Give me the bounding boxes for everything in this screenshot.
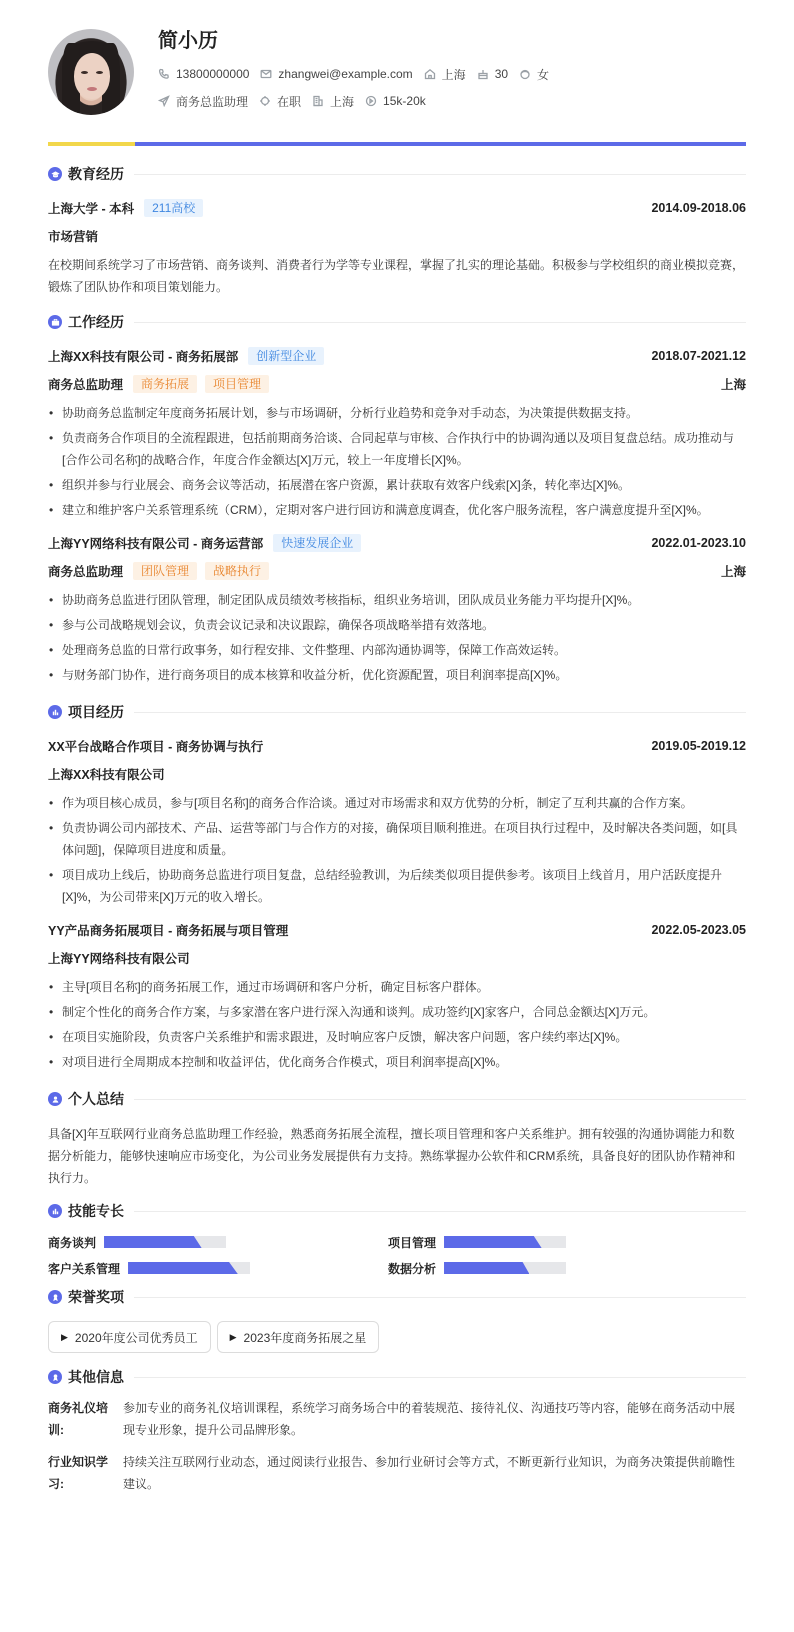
section-work — [48, 312, 746, 332]
status-value: 在职 — [277, 94, 302, 109]
bullet: • 建立和维护客户关系管理系统（CRM），定期对客户进行回访和满意度调查，优化客户服务流程，客户满意度提升至[X]%。 — [48, 499, 746, 521]
location-value: 上海 — [441, 67, 466, 82]
work-date: 2022.01-2023.10 — [651, 536, 746, 550]
send-icon — [158, 95, 170, 107]
work-item — [48, 533, 746, 686]
skill-item — [48, 1235, 388, 1249]
bullet: • 制定个性化的商务合作方案，与多家潜在客户进行深入沟通和谈判。成功签约[X]家客户，合同总金额达[X]万元。 — [48, 1001, 746, 1023]
company-name: 上海YY网络科技有限公司 - 商务运营部 — [48, 537, 264, 551]
other-item — [48, 1451, 746, 1495]
person-face-icon — [519, 68, 531, 80]
city-value: 上海 — [330, 94, 355, 109]
cake-icon — [477, 68, 489, 80]
bullet: • 组织并参与行业展会、商务会议等活动，拓展潜在客户资源，累计获取有效客户线索[X]条，转化率达[X]%。 — [48, 474, 746, 496]
award-label: 2023年度商务拓展之星 — [243, 1330, 367, 1345]
section-summary — [48, 1089, 746, 1109]
other-item — [48, 1397, 746, 1441]
summary-text: 具备[X]年互联网行业商务总监助理工作经验，熟悉商务拓展全流程，擅长项目管理和客户关系维护。拥有较强的沟通协调能力和数据分析能力，能够快速响应市场变化，为公司业务发展提供有力支持。熟练掌握办公软件和CRM系统，具备良好的团队协作精神和执行力。 — [48, 1127, 736, 1185]
section-education — [48, 164, 746, 184]
skill-name: 商务谈判 — [48, 1235, 97, 1250]
major: 市场营销 — [48, 230, 99, 244]
project-item — [48, 736, 746, 908]
phone-value: 13800000000 — [176, 67, 250, 81]
other-label: 行业知识学习: — [48, 1455, 109, 1491]
salary-value: 15k-20k — [383, 94, 426, 108]
company-tag: 创新型企业 — [248, 347, 324, 365]
bar-chart-icon — [48, 1204, 62, 1218]
project-item — [48, 920, 746, 1073]
graduation-cap-icon — [48, 167, 62, 181]
section-awards — [48, 1287, 746, 1307]
skill-bar — [444, 1236, 566, 1248]
status-icon — [259, 95, 271, 107]
skill-bar — [444, 1262, 566, 1274]
role-tag: 商务拓展 — [133, 375, 197, 393]
company-tag: 快速发展企业 — [273, 534, 361, 552]
bullet: • 作为项目核心成员，参与[项目名称]的商务合作洽谈。通过对市场需求和双方优势的分析，制定了互利共赢的合作方案。 — [48, 792, 746, 814]
bullet: • 主导[项目名称]的商务拓展工作，通过市场调研和客户分析，确定目标客户群体。 — [48, 976, 746, 998]
gender-value: 女 — [537, 67, 550, 82]
award-icon — [48, 1370, 62, 1384]
briefcase-icon — [48, 315, 62, 329]
role-tag: 战略执行 — [205, 562, 269, 580]
work-bullets — [48, 402, 746, 521]
skill-name: 数据分析 — [388, 1261, 437, 1276]
contact-row — [158, 66, 560, 82]
position-item — [158, 93, 248, 110]
building-icon — [312, 95, 324, 107]
home-icon — [424, 68, 436, 80]
location-item — [424, 66, 466, 83]
section-title-text: 项目经历 — [68, 704, 124, 720]
bullet: • 对项目进行全周期成本控制和收益评估，优化商务合作模式，项目利润率提高[X]%。 — [48, 1051, 746, 1073]
work-date: 2018.07-2021.12 — [651, 349, 746, 363]
city-item — [312, 93, 354, 110]
skill-item — [388, 1235, 746, 1249]
user-icon — [48, 1092, 62, 1106]
awards-list — [48, 1321, 746, 1353]
candidate-name: 简小历 — [158, 30, 218, 52]
section-title-text: 工作经历 — [68, 314, 124, 330]
section-title-text: 其他信息 — [68, 1369, 124, 1385]
education-description: 在校期间系统学习了市场营销、商务谈判、消费者行为学等专业课程，掌握了扎实的理论基础。积极参与学校组织的商业模拟竞赛，锻炼了团队协作和项目策划能力。 — [48, 258, 745, 294]
bullet: • 协助商务总监制定年度商务拓展计划，参与市场调研，分析行业趋势和竞争对手动态，为决策提供数据支持。 — [48, 402, 746, 424]
bullet: • 与财务部门协作，进行商务项目的成本核算和收益分析，优化资源配置，项目利润率提高[X]%。 — [48, 664, 746, 686]
project-bullets — [48, 792, 746, 908]
skill-bar — [104, 1236, 226, 1248]
role-title: 商务总监助理 — [48, 565, 124, 579]
email-item — [260, 67, 412, 81]
bullet: • 处理商务总监的日常行政事务，如行程安排、文件整理、内部沟通协调等，保障工作高效运转。 — [48, 639, 746, 661]
work-city: 上海 — [720, 565, 746, 579]
skill-item — [388, 1261, 746, 1275]
position-value: 商务总监助理 — [176, 94, 249, 109]
bullet: • 项目成功上线后，协助商务总监进行项目复盘，总结经验教训，为后续类似项目提供参考。该项目上线首月，用户活跃度提升[X]%，为公司带来[X]万元的收入增长。 — [48, 864, 746, 908]
other-text: 持续关注互联网行业动态，通过阅读行业报告、参加行业研讨会等方式，不断更新行业知识，为商务决策提供前瞻性建议。 — [123, 1455, 736, 1491]
bullet: • 在项目实施阶段，负责客户关系维护和需求跟进，及时响应客户反馈，解决客户问题，客户续约率达[X]%。 — [48, 1026, 746, 1048]
work-bullets — [48, 589, 746, 686]
status-item — [259, 93, 301, 110]
award-item — [48, 1321, 211, 1353]
education-row — [48, 198, 746, 218]
bar-chart-icon — [48, 705, 62, 719]
section-projects — [48, 702, 746, 722]
mail-icon — [260, 68, 272, 80]
school-name: 上海大学 - 本科 — [48, 202, 135, 216]
triangle-right-icon: ▶ — [61, 1331, 68, 1342]
skill-bar — [128, 1262, 250, 1274]
project-name: YY产品商务拓展项目 - 商务拓展与项目管理 — [48, 924, 289, 938]
project-date: 2019.05-2019.12 — [651, 739, 746, 753]
bullet: • 负责商务合作项目的全流程跟进，包括前期商务洽谈、合同起草与审核、合作执行中的协调沟通以及项目复盘总结。成功推动与[合作公司名称]的战略合作，年度合作金额达[X]万元，较上一年度增长[X]%。 — [48, 427, 746, 471]
work-city: 上海 — [720, 378, 746, 392]
section-other — [48, 1367, 746, 1387]
company-name: 上海XX科技有限公司 - 商务拓展部 — [48, 350, 239, 364]
profile-info — [158, 28, 560, 109]
project-date: 2022.05-2023.05 — [651, 923, 746, 937]
bullet: • 参与公司战略规划会议，负责会议记录和决议跟踪，确保各项战略举措有效落地。 — [48, 614, 746, 636]
project-company: 上海YY网络科技有限公司 — [48, 952, 190, 966]
section-skills — [48, 1201, 746, 1221]
role-tag: 团队管理 — [133, 562, 197, 580]
role-tag: 项目管理 — [205, 375, 269, 393]
skill-name: 客户关系管理 — [48, 1261, 121, 1276]
play-circle-icon — [365, 95, 377, 107]
school-tag: 211高校 — [144, 199, 203, 217]
skills-grid — [48, 1235, 746, 1275]
triangle-right-icon: ▶ — [229, 1331, 237, 1342]
job-intent-row — [158, 93, 560, 109]
gender-item — [519, 66, 549, 83]
award-icon — [48, 1290, 62, 1304]
award-label: 2020年度公司优秀员工 — [74, 1330, 198, 1345]
education-date: 2014.09-2018.06 — [651, 201, 746, 215]
email-value: zhangwei@example.com — [278, 67, 413, 81]
bullet: • 协助商务总监进行团队管理，制定团队成员绩效考核指标，组织业务培训，团队成员业务能力平均提升[X]%。 — [48, 589, 746, 611]
role-title: 商务总监助理 — [48, 378, 124, 392]
award-item — [217, 1321, 380, 1353]
other-text: 参加专业的商务礼仪培训课程，系统学习商务场合中的着装规范、接待礼仪、沟通技巧等内容，能够在商务活动中展现专业形象，提升公司品牌形象。 — [123, 1401, 736, 1437]
avatar — [48, 29, 134, 115]
phone-item — [158, 67, 249, 81]
age-value: 30 — [494, 67, 509, 81]
section-title-text: 个人总结 — [68, 1091, 124, 1107]
work-item — [48, 346, 746, 521]
age-item — [477, 67, 508, 81]
project-company: 上海XX科技有限公司 — [48, 768, 165, 782]
phone-icon — [158, 68, 170, 80]
skill-name: 项目管理 — [388, 1235, 437, 1250]
skill-item — [48, 1261, 388, 1275]
project-bullets — [48, 976, 746, 1073]
header-divider — [48, 142, 746, 146]
salary-item — [365, 94, 426, 108]
section-title-text: 荣誉奖项 — [68, 1289, 124, 1305]
other-label: 商务礼仪培训: — [48, 1401, 109, 1437]
section-title-text: 教育经历 — [68, 166, 124, 182]
section-title-text: 技能专长 — [68, 1203, 124, 1219]
resume-header — [48, 28, 746, 134]
major-row — [48, 226, 746, 246]
project-name: XX平台战略合作项目 - 商务协调与执行 — [48, 740, 264, 754]
bullet: • 负责协调公司内部技术、产品、运营等部门与合作方的对接，确保项目顺利推进。在项目执行过程中，及时解决各类问题，如[具体问题]，保障项目进度和质量。 — [48, 817, 746, 861]
